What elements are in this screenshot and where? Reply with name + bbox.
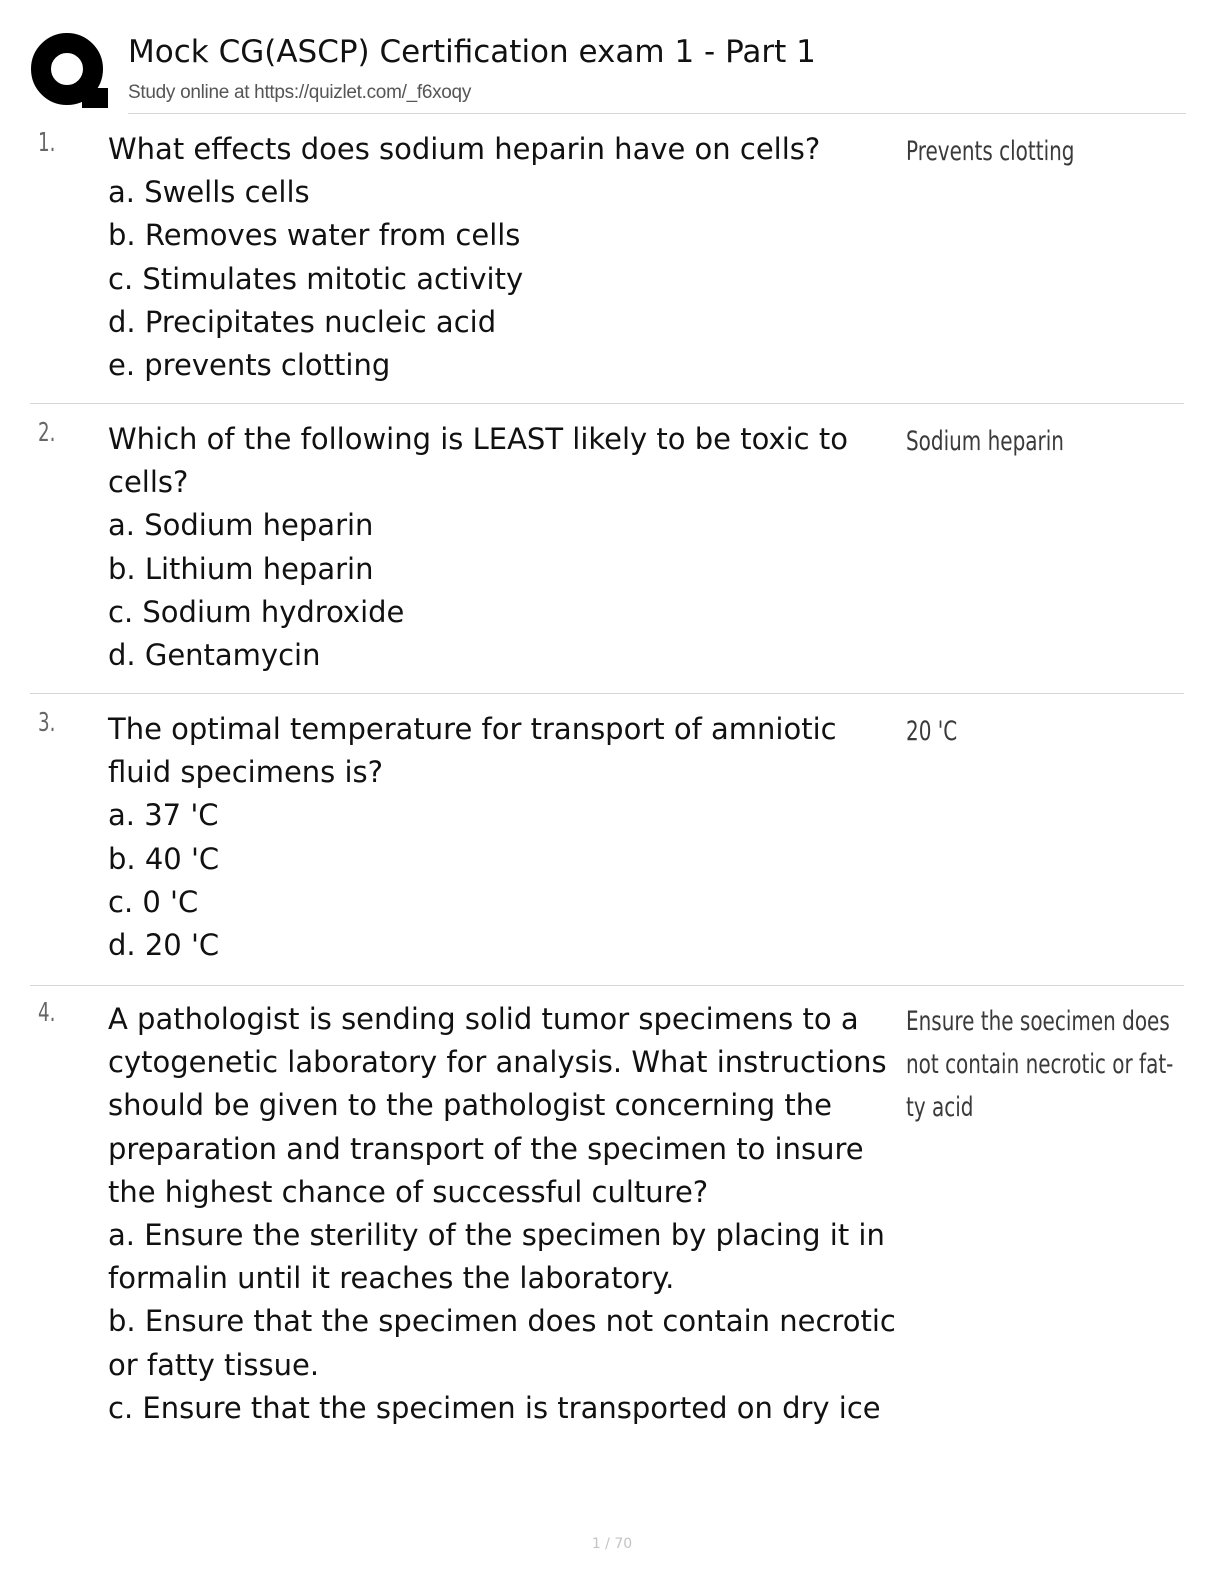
answer-option: b. Ensure that the specimen does not contain necrotic — [108, 1304, 896, 1339]
answer-option: d. Precipitates nucleic acid — [108, 304, 497, 339]
question-line: What effects does sodium heparin have on cells? — [108, 132, 821, 166]
answer-option: e. prevents clotting — [108, 348, 391, 383]
question-item — [30, 998, 1184, 1438]
answer-option: b. Lithium heparin — [108, 551, 374, 586]
answer-text — [906, 420, 1172, 463]
answer-text — [906, 710, 1172, 753]
question-text — [108, 418, 908, 677]
answer-option: a. Ensure the sterility of the specimen by placing it in — [108, 1218, 885, 1253]
question-line: preparation and transport of the specimen to insure — [108, 1131, 864, 1166]
answer-option: a. 37 'C — [108, 798, 219, 833]
item-divider — [30, 985, 1184, 986]
page-title: Mock CG(ASCP) Certification exam 1 - Part 1 — [128, 34, 816, 70]
answer-option: c. Stimulates mitotic activity — [108, 261, 524, 296]
question-line: should be given to the pathologist concerning the — [108, 1088, 832, 1123]
page-header — [30, 30, 1186, 114]
answer-option: c. 0 'C — [108, 884, 199, 919]
question-line: the highest chance of successful culture? — [108, 1174, 709, 1209]
question-line: cytogenetic laboratory for analysis. What instructions — [108, 1045, 887, 1080]
answer-line: ty acid — [906, 1092, 974, 1123]
question-text — [108, 128, 908, 387]
answer-option: b. 40 'C — [108, 841, 220, 876]
answer-text — [906, 1000, 1172, 1129]
question-number: 1. — [38, 128, 56, 158]
item-divider — [30, 693, 1184, 694]
question-text — [108, 998, 908, 1430]
answer-line: Prevents clotting — [906, 136, 1075, 167]
question-line: A pathologist is sending solid tumor specimens to a — [108, 1002, 859, 1036]
question-item — [30, 128, 1184, 404]
question-line: cells? — [108, 465, 189, 500]
question-number: 4. — [38, 998, 56, 1028]
answer-line: not contain necrotic or fat- — [906, 1049, 1174, 1080]
answer-option: a. Swells cells — [108, 175, 310, 210]
item-divider — [30, 403, 1184, 404]
answer-option: c. Ensure that the specimen is transported on dry ice — [108, 1390, 881, 1425]
question-line: Which of the following is LEAST likely to be toxic to — [108, 422, 848, 456]
answer-option: formalin until it reaches the laboratory. — [108, 1261, 675, 1296]
page-number: 1 / 70 — [591, 1536, 633, 1552]
quizlet-logo-icon — [30, 32, 108, 110]
question-item — [30, 418, 1184, 694]
answer-line: Sodium heparin — [906, 426, 1064, 457]
answer-option: b. Removes water from cells — [108, 218, 521, 253]
answer-option: d. Gentamycin — [108, 638, 321, 673]
question-item — [30, 708, 1184, 984]
question-line: fluid specimens is? — [108, 755, 384, 790]
answer-line: Ensure the soecimen does — [906, 1006, 1170, 1037]
question-text — [108, 708, 908, 967]
header-divider — [128, 113, 1186, 114]
answer-text — [906, 130, 1172, 173]
question-number: 2. — [38, 418, 56, 448]
answer-line: 20 'C — [906, 716, 958, 747]
study-online-link[interactable]: Study online at https://quizlet.com/_f6xoqy — [128, 82, 472, 103]
question-line: The optimal temperature for transport of amniotic — [108, 712, 837, 746]
answer-option: d. 20 'C — [108, 928, 220, 963]
answer-option: c. Sodium hydroxide — [108, 594, 405, 629]
question-number: 3. — [38, 708, 56, 738]
answer-option: or fatty tissue. — [108, 1347, 320, 1382]
answer-option: a. Sodium heparin — [108, 508, 374, 543]
